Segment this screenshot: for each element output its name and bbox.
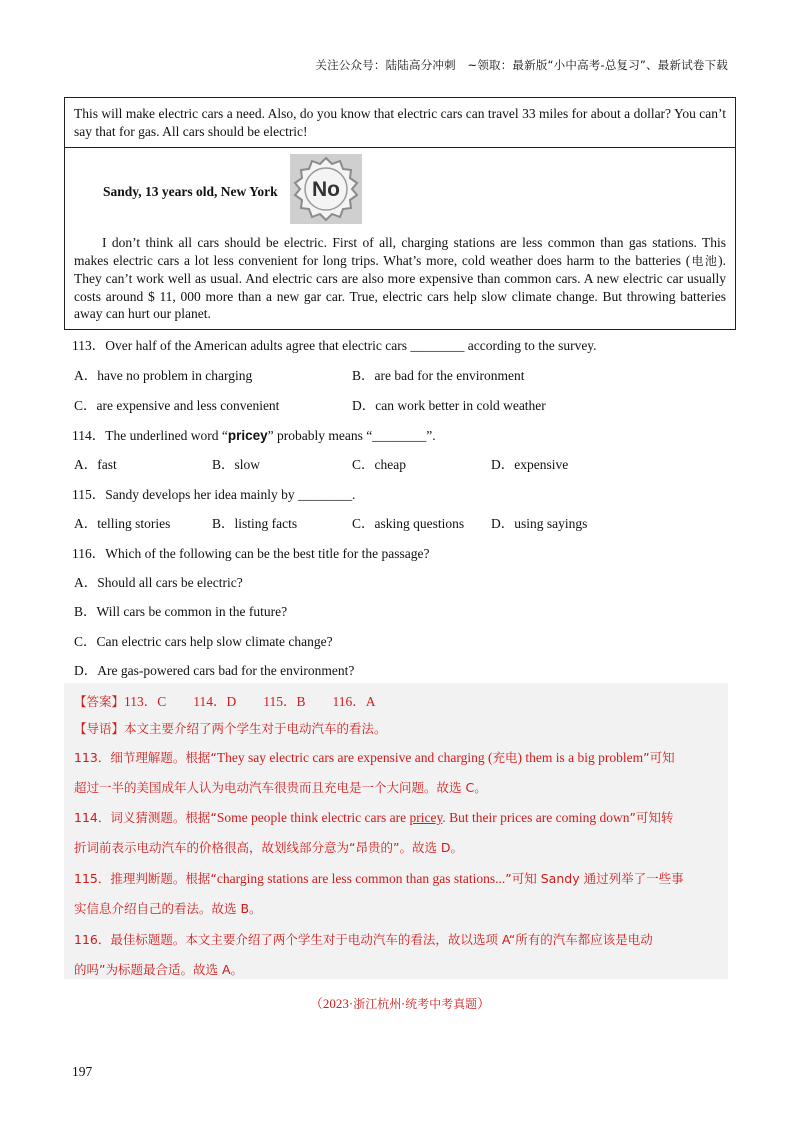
q114-option-b: B．slow	[212, 457, 261, 472]
q113-option-c: C．are expensive and less convenient	[74, 398, 280, 413]
q116-option-a: A．Should all cars be electric?	[74, 575, 243, 590]
question-114-stem: 114．The underlined word “pricey” probably means “________”.	[72, 428, 436, 443]
q115-option-b: B．listing facts	[212, 516, 298, 531]
answer-115-line2: 实信息介绍自己的看法。故选 B。	[74, 901, 262, 916]
question-113-stem: 113．Over half of the American adults agree that electric cars ________ according to the survey.	[72, 338, 597, 353]
sandy-opinion-text: I don’t think all cars should be electric. First of all, charging stations are less common than gas stations. This makes electric cars a lot less convenient for long trips. What’s more, cold weather does harm to the batteries (电池). They can’t work well as usual. And electric cars are also more expensive than common cars. A new electric car usually costs around $ 11, 000 more than a new gar car. True, electric cars help slow climate change. But throwing batteries away can hurt our planet.	[74, 235, 726, 321]
q115-option-c: C．asking questions	[352, 516, 465, 531]
page-number: 197	[72, 1064, 93, 1079]
answer-116-line2: 的吗”为标题最合适。故选 A。	[74, 962, 244, 977]
question-116-stem: 116．Which of the following can be the best title for the passage?	[72, 546, 430, 561]
source-citation: （2023·浙江杭州·统考中考真题）	[309, 996, 491, 1011]
answer-114-line1: 114．词义猜测题。根据“Some people think electric cars are pricey. But their prices are coming down”可知转	[74, 810, 674, 825]
underlined-pricey: pricey	[409, 810, 443, 825]
q116-option-c: C．Can electric cars help slow climate change?	[74, 634, 333, 649]
passage-box-sandy	[64, 148, 736, 330]
q113-option-b: B．are bad for the environment	[352, 368, 525, 383]
q113-option-a: A．have no problem in charging	[74, 368, 253, 383]
answer-114-line2: 折词前表示电动汽车的价格很高，故划线部分意为“昂贵的”。故选 D。	[74, 840, 464, 855]
page-header: 关注公众号：陆陆高分冲刺 ~领取：最新版“小中高考-总复习”、最新试卷下载	[315, 58, 728, 72]
answer-113-line2: 超过一半的美国成年人认为电动汽车很贵而且充电是一个大问题。故选 C。	[74, 780, 487, 795]
q114-target-word: pricey	[227, 428, 268, 443]
q114-option-d: D．expensive	[491, 457, 569, 472]
q113-option-d: D．can work better in cold weather	[352, 398, 546, 413]
q116-option-b: B．Will cars be common in the future?	[74, 604, 288, 619]
answer-116-line1: 116．最佳标题题。本文主要介绍了两个学生对于电动汽车的看法，故以选项 A“所有的汽车都应该是电动	[74, 932, 653, 947]
q114-option-c: C．cheap	[352, 457, 406, 472]
q115-option-d: D．using sayings	[491, 516, 588, 531]
no-stamp-icon	[290, 154, 362, 224]
answer-115-line1: 115．推理判断题。根据“charging stations are less common than gas stations...”可知 Sandy 通过列举了一些事	[74, 871, 684, 886]
answer-key: 【答案】113．C 114．D 115．B 116．A	[74, 694, 376, 709]
question-115-stem: 115．Sandy develops her idea mainly by ________.	[72, 487, 356, 502]
sandy-author: Sandy, 13 years old, New York	[103, 184, 278, 199]
q116-option-d: D．Are gas-powered cars bad for the environment?	[74, 663, 355, 678]
answer-guide: 【导语】本文主要介绍了两个学生对于电动汽车的看法。	[74, 721, 387, 736]
answer-113-line1: 113．细节理解题。根据“They say electric cars are expensive and charging (充电) them is a big problem”可知	[74, 750, 675, 765]
passage-box-top	[64, 97, 736, 148]
q114-option-a: A．fast	[74, 457, 117, 472]
q115-option-a: A．telling stories	[74, 516, 171, 531]
stamp-label: No	[312, 178, 340, 201]
passage-top-text: This will make electric cars a need. Also, do you know that electric cars can travel 33 miles for about a dollar? You can’t say that for gas. All cars should be electric!	[74, 106, 726, 139]
